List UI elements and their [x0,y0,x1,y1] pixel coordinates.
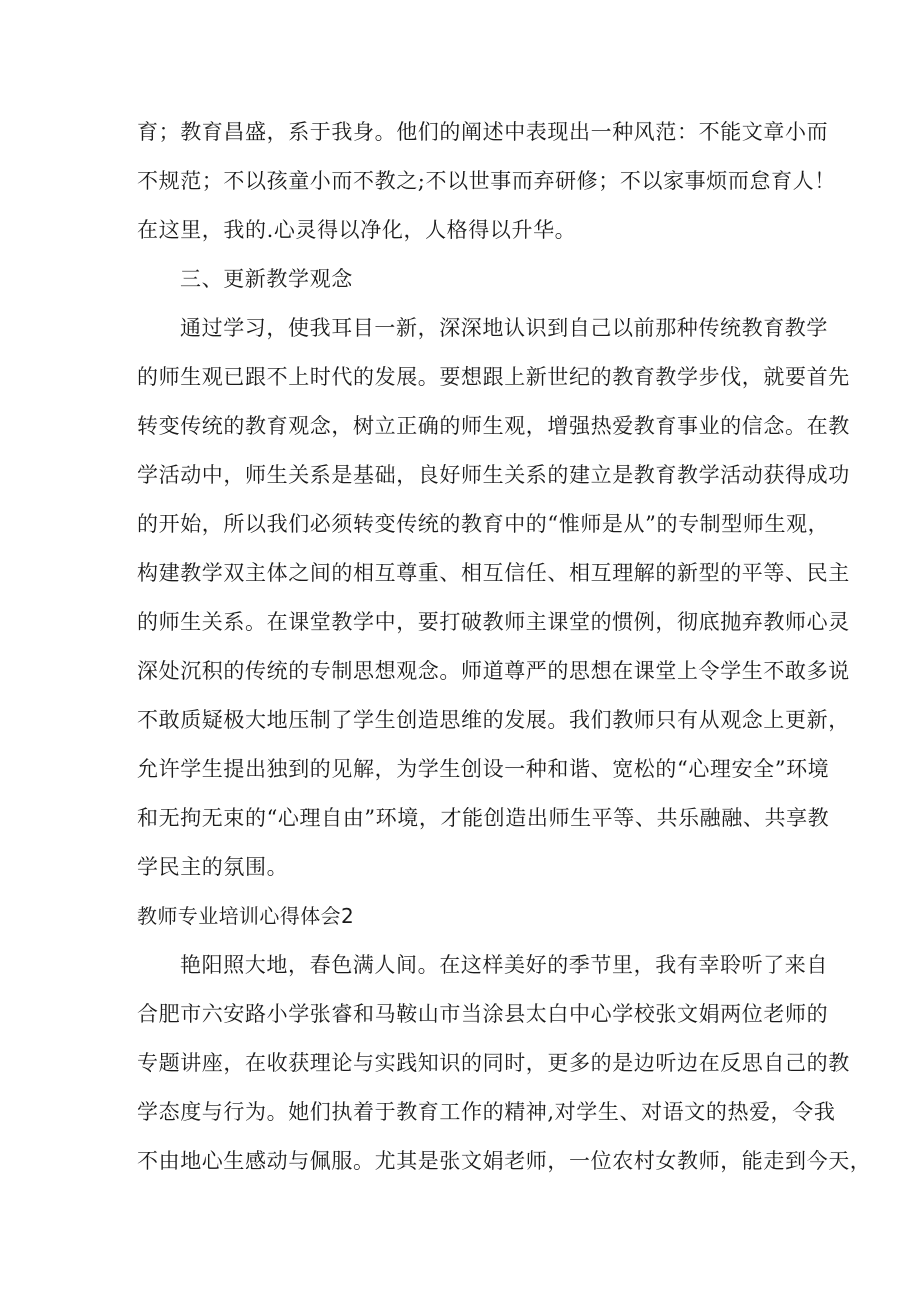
paragraph-line: 学活动中，师生关系是基础，良好师生关系的建立是教育教学活动获得成功 [137,463,850,487]
paragraph-line: 构建教学双主体之间的相互尊重、相互信任、相互理解的新型的平等、民主 [137,561,850,585]
article-title: 教师专业培训心得体会2 [137,904,355,928]
paragraph-line: 的师生观已跟不上时代的发展。要想跟上新世纪的教育教学步伐，就要首先 [137,365,850,389]
paragraph-line: 育；教育昌盛，系于我身。他们的阐述中表现出一种风范：不能文章小而 [137,120,829,144]
paragraph-line: 允许学生提出独到的见解，为学生创设一种和谐、宽松的“心理安全”环境 [137,757,830,781]
paragraph-line: 的开始，所以我们必须转变传统的教育中的“惟师是从”的专制型师生观， [137,512,830,536]
paragraph-line: 学民主的氛围。 [137,855,289,879]
paragraph-line: 在这里，我的.心灵得以净化，人格得以升华。 [137,218,577,242]
paragraph-line: 艳阳照大地，春色满人间。在这样美好的季节里，我有幸聆听了来自 [180,953,828,977]
paragraph-line: 深处沉积的传统的专制思想观念。师道尊严的思想在课堂上令学生不敢多说 [137,659,850,683]
paragraph-line: 专题讲座，在收获理论与实践知识的同时，更多的是边听边在反思自己的教 [137,1051,850,1075]
paragraph-line: 不敢质疑极大地压制了学生创造思维的发展。我们教师只有从观念上更新， [137,708,850,732]
paragraph-line: 通过学习，使我耳目一新，深深地认识到自己以前那种传统教育教学 [180,316,828,340]
paragraph-line: 和无拘无束的“心理自由”环境，才能创造出师生平等、共乐融融、共享教 [137,806,830,830]
paragraph-line: 不规范；不以孩童小而不教之;不以世事而弃研修；不以家事烦而怠育人！ [137,169,836,193]
paragraph-line: 学态度与行为。她们执着于教育工作的精神,对学生、对语文的热爱，令我 [137,1100,836,1124]
paragraph-line: 合肥市六安路小学张睿和马鞍山市当涂县太白中心学校张文娟两位老师的 [137,1002,829,1026]
paragraph-line: 的师生关系。在课堂教学中，要打破教师主课堂的惯例，彻底抛弃教师心灵 [137,610,850,634]
paragraph-line: 转变传统的教育观念，树立正确的师生观，增强热爱教育事业的信念。在教 [137,414,850,438]
paragraph-line: 不由地心生感动与佩服。尤其是张文娟老师，一位农村女教师，能走到今天， [137,1149,872,1173]
section-heading: 三、更新教学观念 [180,267,353,291]
